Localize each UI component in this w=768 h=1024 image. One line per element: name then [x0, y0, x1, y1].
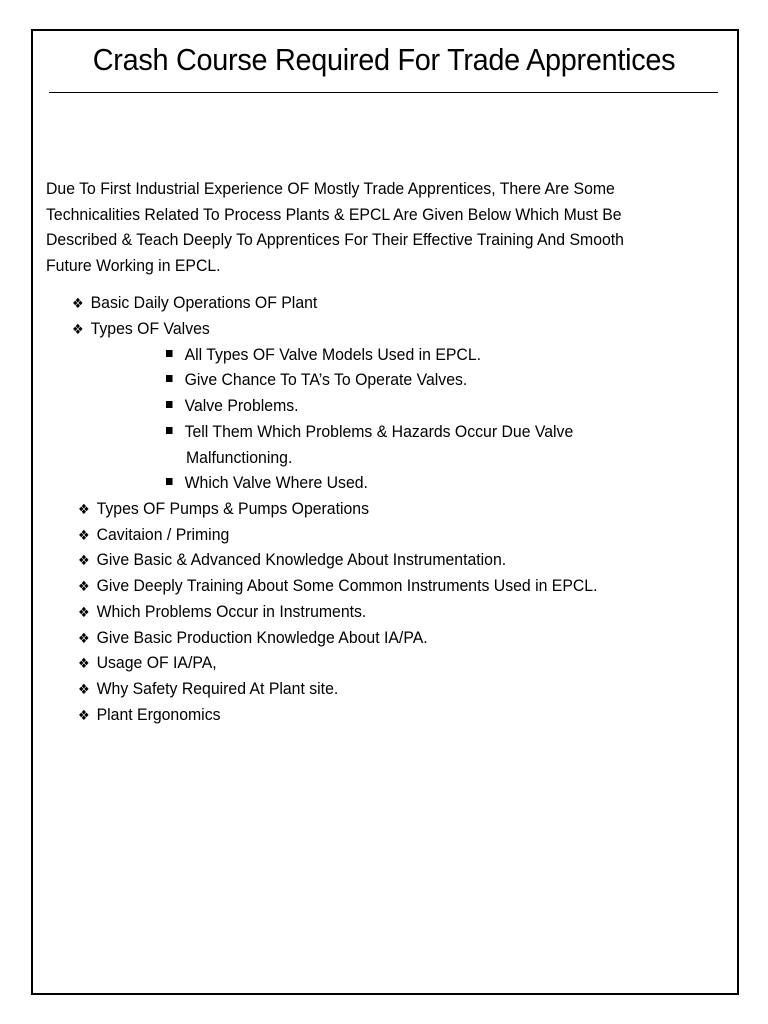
list-item-label: Usage OF IA/PA,	[96, 653, 217, 672]
sublist-item-label: Malfunctioning.	[186, 448, 293, 467]
list-item-label: Cavitaion / Priming	[96, 525, 230, 544]
square-bullet-icon	[166, 375, 173, 382]
list-item-label: Types OF Pumps & Pumps Operations	[96, 499, 370, 518]
diamond-bullet-icon: ❖	[78, 604, 90, 620]
list-item-label: Basic Daily Operations OF Plant	[90, 293, 318, 312]
list-item	[78, 573, 597, 600]
sublist-item-label: All Types OF Valve Models Used in EPCL.	[184, 345, 482, 364]
intro-line: Described & Teach Deeply To Apprentices For Their Effective Training And Smooth	[46, 230, 624, 250]
sublist-item-label: Valve Problems.	[184, 396, 299, 415]
diamond-bullet-icon: ❖	[72, 295, 84, 311]
diamond-bullet-icon: ❖	[78, 501, 90, 517]
intro-line: Technicalities Related To Process Plants & EPCL Are Given Below Which Must Be	[46, 204, 622, 224]
sublist-item	[166, 393, 299, 419]
list-item	[78, 547, 506, 574]
diamond-bullet-icon: ❖	[72, 321, 84, 337]
sublist-item-label: Tell Them Which Problems & Hazards Occur Due Valve	[184, 422, 574, 441]
diamond-bullet-icon: ❖	[78, 552, 90, 568]
list-item	[78, 522, 229, 549]
sublist-item	[166, 419, 573, 445]
list-item-label: Give Deeply Training About Some Common Instruments Used in EPCL.	[96, 576, 598, 595]
list-item-label: Plant Ergonomics	[96, 705, 221, 724]
list-item	[78, 625, 428, 652]
list-item	[78, 599, 366, 626]
title-underline	[49, 92, 718, 93]
sublist-item-label: Which Valve Where Used.	[184, 473, 368, 492]
intro-paragraph	[46, 176, 678, 279]
sublist-item	[166, 367, 467, 393]
sublist-item	[166, 342, 481, 368]
diamond-bullet-icon: ❖	[78, 655, 90, 671]
sublist-item	[166, 470, 368, 496]
list-item-label: Why Safety Required At Plant site.	[96, 679, 339, 698]
square-bullet-icon	[166, 350, 173, 357]
list-item	[78, 676, 338, 703]
square-bullet-icon	[166, 401, 173, 408]
list-item-types-of-valves	[72, 316, 210, 343]
list-item	[78, 650, 217, 677]
intro-line: Due To First Industrial Experience OF Mostly Trade Apprentices, There Are Some	[46, 179, 615, 198]
list-item-label: Which Problems Occur in Instruments.	[96, 602, 367, 621]
diamond-bullet-icon: ❖	[78, 630, 90, 646]
list-item	[78, 496, 369, 523]
diamond-bullet-icon: ❖	[78, 578, 90, 594]
square-bullet-icon	[166, 478, 173, 485]
list-item-basic-operations	[72, 290, 317, 317]
sublist-item-continuation	[186, 445, 292, 471]
intro-line: Future Working in EPCL.	[46, 256, 221, 276]
square-bullet-icon	[166, 427, 173, 434]
diamond-bullet-icon: ❖	[78, 527, 90, 543]
list-item	[78, 702, 221, 729]
page-title: Crash Course Required For Trade Apprentices	[92, 42, 676, 77]
diamond-bullet-icon: ❖	[78, 707, 90, 723]
list-item-label: Give Basic Production Knowledge About IA/PA.	[96, 628, 428, 647]
diamond-bullet-icon: ❖	[78, 681, 90, 697]
list-item-label: Give Basic & Advanced Knowledge About Instrumentation.	[96, 550, 507, 569]
sublist-item-label: Give Chance To TA’s To Operate Valves.	[184, 370, 468, 389]
list-item-label: Types OF Valves	[90, 319, 210, 338]
